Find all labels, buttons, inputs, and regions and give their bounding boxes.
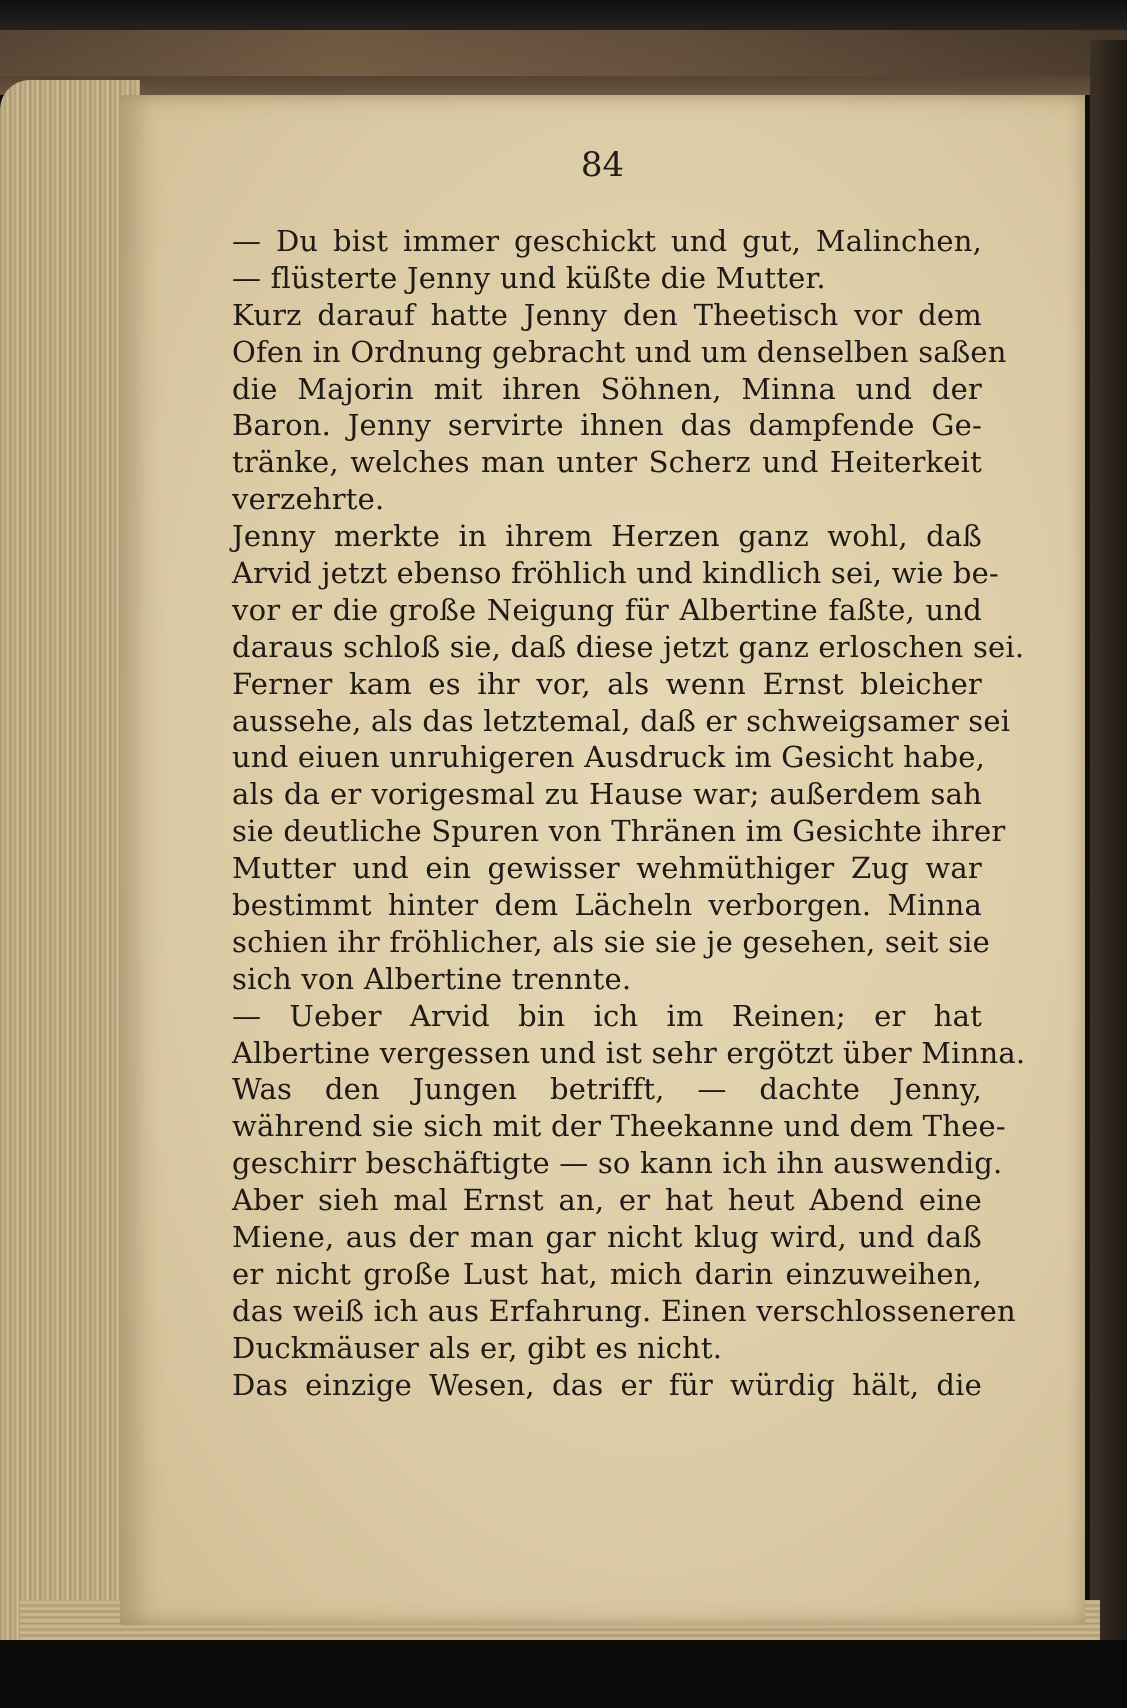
text-line: Was den Jungen betrifft, — dachte Jenny,: [232, 1072, 982, 1107]
text-line: Ferner kam es ihr vor, als wenn Ernst bleicher: [232, 666, 982, 701]
text-line: während sie sich mit der Theekanne und dem Thee-: [232, 1109, 1006, 1144]
text-line: — Du bist immer geschickt und gut, Malinchen,: [232, 224, 982, 258]
text-line: Arvid jetzt ebenso fröhlich und kindlich sei, wie be-: [232, 556, 1000, 591]
binding-strip: [0, 30, 1127, 76]
page-number: 84: [580, 145, 625, 185]
text-line: das weiß ich aus Erfahrung. Einen verschlosseneren: [232, 1293, 1016, 1328]
text-line: Aber sieh mal Ernst an, er hat heut Abend eine: [232, 1183, 982, 1218]
text-line: er nicht große Lust hat, mich darin einzuweihen,: [232, 1256, 982, 1291]
text-line: tränke, welches man unter Scherz und Heiterkeit: [232, 445, 982, 480]
text-line: die Majorin mit ihren Söhnen, Minna und der: [232, 371, 982, 406]
text-line: Mutter und ein gewisser wehmüthiger Zug war: [232, 851, 982, 886]
text-line: und eiuen unruhigeren Ausdruck im Gesicht habe,: [232, 740, 986, 775]
page-edges: [0, 80, 140, 1650]
text-line: — flüsterte Jenny und küßte die Mutter.: [232, 260, 826, 295]
text-line: Kurz darauf hatte Jenny den Theetisch vor dem: [232, 297, 982, 332]
text-line: sie deutliche Spuren von Thränen im Gesichte ihrer: [232, 814, 1006, 849]
book-page: [120, 95, 1085, 1625]
text-line: — Ueber Arvid bin ich im Reinen; er hat: [232, 998, 982, 1033]
text-line: als da er vorigesmal zu Hause war; außerdem sah: [232, 777, 982, 812]
text-line: sich von Albertine trennte.: [232, 961, 632, 996]
text-line: verzehrte.: [232, 482, 385, 517]
text-line: daraus schloß sie, daß diese jetzt ganz erloschen sei.: [232, 629, 1025, 664]
text-line: Duckmäuser als er, gibt es nicht.: [232, 1330, 723, 1365]
text-line: schien ihr fröhlicher, als sie sie je gesehen, seit sie: [232, 924, 990, 959]
text-line: geschirr beschäftigte — so kann ich ihn auswendig.: [232, 1146, 1003, 1181]
text-line: aussehe, als das letztemal, daß er schweigsamer sei: [232, 703, 1011, 738]
text-line: Miene, aus der man gar nicht klug wird, und daß: [232, 1220, 982, 1255]
text-line: Ofen in Ordnung gebracht und um denselben saßen: [232, 334, 1007, 369]
text-line: Baron. Jenny servirte ihnen das dampfende Ge-: [232, 408, 982, 443]
text-line: Jenny merkte in ihrem Herzen ganz wohl, daß: [232, 519, 982, 554]
text-line: Albertine vergessen und ist sehr ergötzt über Minna.: [232, 1035, 1026, 1070]
text-line: Das einzige Wesen, das er für würdig hält, die: [232, 1367, 982, 1402]
book-cover-right: [1090, 40, 1127, 1660]
book-cover-bottom: [0, 1640, 1127, 1708]
text-line: vor er die große Neigung für Albertine faßte, und: [232, 592, 982, 627]
text-line: bestimmt hinter dem Lächeln verborgen. Minna: [232, 888, 982, 923]
text-block: [232, 223, 1026, 1404]
book-cover-top: [0, 0, 1127, 95]
